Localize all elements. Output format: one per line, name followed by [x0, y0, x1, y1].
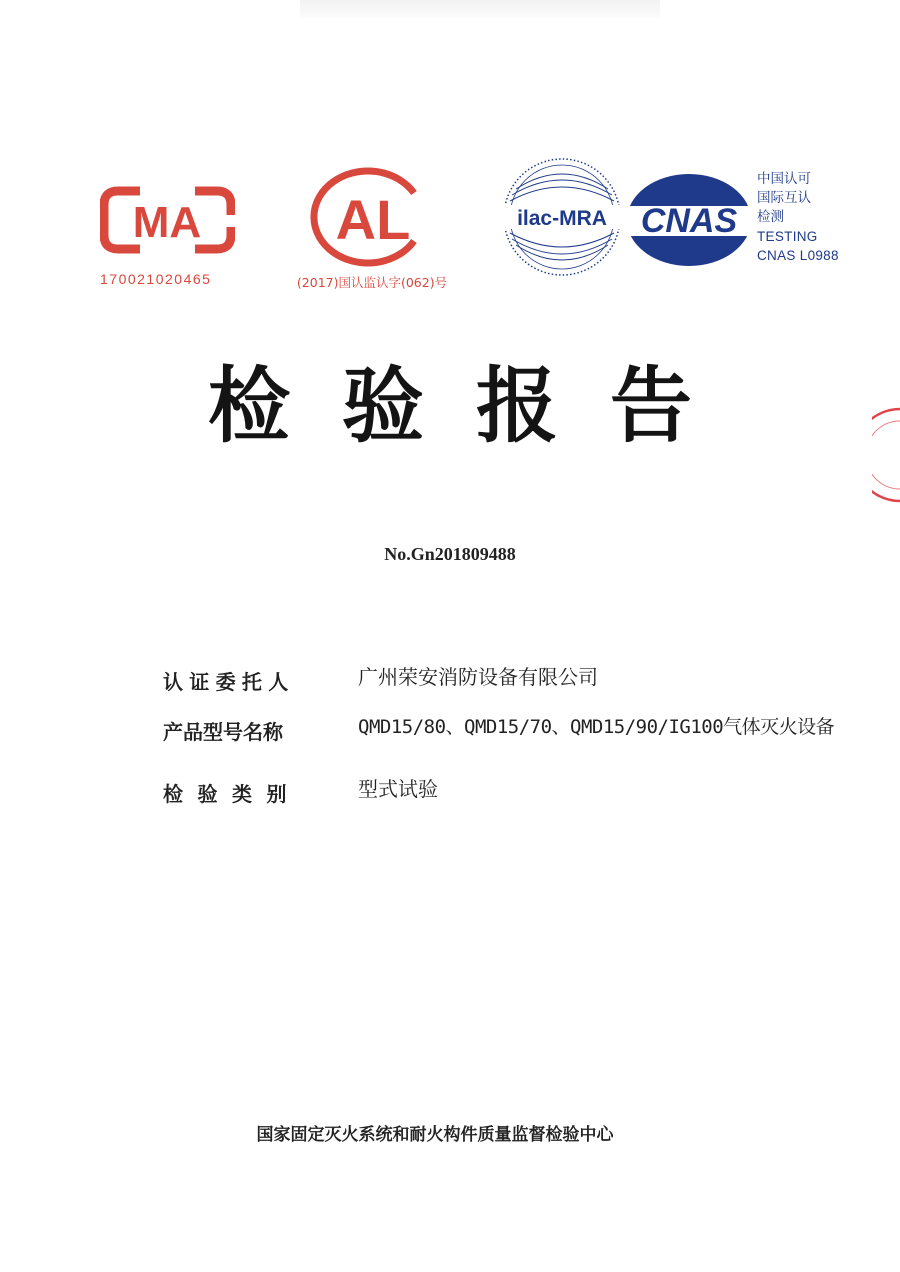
- cnas-line: CNAS L0988: [757, 248, 839, 263]
- field-label: 检验类别: [163, 782, 301, 806]
- report-title: 检验报告: [207, 359, 744, 454]
- issuer-name: 国家固定灭火系统和耐火构件质量监督检验中心: [256, 1125, 614, 1145]
- field-value: QMD15/80、QMD15/70、QMD15/90/IG100气体灭火设备: [358, 716, 835, 738]
- scan-artifact: [300, 0, 660, 18]
- cnas-line: 检测: [757, 209, 784, 225]
- cma-code: 170021020465: [100, 271, 212, 287]
- cal-logo: [309, 165, 433, 269]
- cnas-line: TESTING: [757, 229, 818, 244]
- cnas-caption: [757, 170, 839, 265]
- cnas-logo-text: CNAS: [640, 202, 738, 240]
- field-label: 产品型号名称: [163, 720, 283, 744]
- cma-logo-text: MA: [132, 198, 202, 247]
- field-value: 广州荣安消防设备有限公司: [358, 665, 598, 689]
- cma-logo: [100, 185, 235, 255]
- seal-fragment: [872, 405, 900, 505]
- cnas-line: 中国认可: [757, 171, 811, 187]
- cnas-line: 国际互认: [757, 190, 811, 206]
- cal-logo-text: AL: [335, 188, 411, 251]
- field-label: 认证委托人: [163, 670, 295, 694]
- cal-code: (2017)国认监认字(062)号: [296, 275, 448, 290]
- ilac-logo-text: ilac-MRA: [517, 207, 607, 230]
- ilac-mra-logo: [500, 155, 624, 279]
- report-number: No.Gn201809488: [384, 544, 516, 564]
- field-value: 型式试验: [358, 777, 438, 801]
- cnas-logo: [624, 170, 754, 270]
